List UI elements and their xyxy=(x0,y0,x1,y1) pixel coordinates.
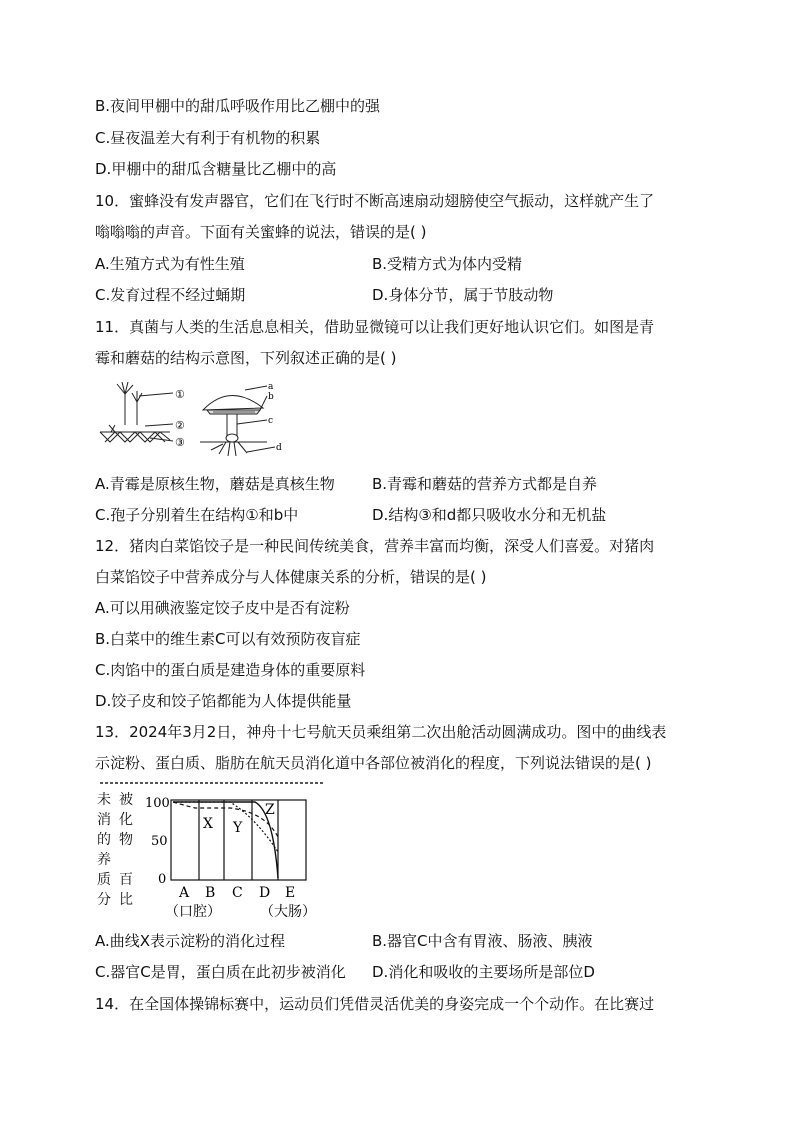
q12-option-d: D.饺子皮和饺子馅都能为人体提供能量 xyxy=(95,692,352,710)
q12-stem-line1: 12．猪肉白菜馅饺子是一种民间传统美食，营养丰富而均衡，深受人们喜爱。对猪肉 xyxy=(95,537,655,555)
series-label-x: X xyxy=(203,816,213,832)
fungi-structure-figure xyxy=(95,380,305,460)
ylabel-char: 的 xyxy=(97,832,111,848)
q11-stem-line2: 霉和蘑菇的结构示意图，下列叙述正确的是( ) xyxy=(95,349,397,367)
ylabel-char: 养 xyxy=(97,852,111,868)
q11-option-b: B.青霉和蘑菇的营养方式都是自养 xyxy=(372,475,598,493)
x-cat-c: C xyxy=(232,885,243,901)
y-tick-50: 50 xyxy=(151,834,168,849)
ylabel-char: 分 xyxy=(97,892,111,908)
q11-option-d: D.结构③和d都只吸收水分和无机盐 xyxy=(372,506,607,524)
figure-label-3: ③ xyxy=(175,436,185,449)
figure-label-1: ① xyxy=(175,388,185,401)
ylabel-char: 化 xyxy=(119,812,133,828)
x-cat-e: E xyxy=(285,885,296,901)
q14-stem-line1: 14．在全国体操锦标赛中，运动员们凭借灵活优美的身姿完成一个个动作。在比赛过 xyxy=(95,995,655,1013)
ylabel-char: 物 xyxy=(119,832,133,848)
q10-option-d: D.身体分节，属于节肢动物 xyxy=(372,286,554,304)
x-note-large-intestine: （大肠） xyxy=(260,904,316,920)
q9-option-b: B.夜间甲棚中的甜瓜呼吸作用比乙棚中的强 xyxy=(95,97,381,115)
ylabel-char: 质 xyxy=(97,872,111,888)
q9-option-c: C.昼夜温差大有利于有机物的积累 xyxy=(95,129,321,147)
ylabel-char: 消 xyxy=(97,812,111,828)
q10-option-a: A.生殖方式为有性生殖 xyxy=(95,255,245,273)
x-note-mouth: （口腔） xyxy=(165,904,221,920)
x-cat-b: B xyxy=(205,885,216,901)
ylabel-char: 未 xyxy=(97,792,111,808)
q13-stem-line1: 13．2024年3月2日，神舟十七号航天员乘组第二次出舱活动圆满成功。图中的曲线表 xyxy=(95,723,667,741)
mushroom-drawing xyxy=(200,386,275,456)
q11-option-c: C.孢子分别着生在结构①和b中 xyxy=(95,506,299,524)
figure-label-d: d xyxy=(276,443,282,453)
y-tick-0: 0 xyxy=(158,872,167,887)
curve-x xyxy=(173,802,278,837)
ylabel-char: 百 xyxy=(119,872,133,888)
q10-option-c: C.发育过程不经过蛹期 xyxy=(95,286,246,304)
q13-option-c: C.器官C是胃，蛋白质在此初步被消化 xyxy=(95,963,346,981)
q9-option-d: D.甲棚中的甜瓜含糖量比乙棚中的高 xyxy=(95,160,337,178)
figure-label-2: ② xyxy=(175,419,185,432)
q12-stem-line2: 白菜馅饺子中营养成分与人体健康关系的分析，错误的是( ) xyxy=(95,568,487,586)
q11-stem-line1: 11．真菌与人类的生活息息相关，借助显微镜可以让我们更好地认识它们。如图是青 xyxy=(95,318,655,336)
series-label-z: Z xyxy=(265,802,275,818)
ylabel-char: 比 xyxy=(119,892,133,908)
curve-z xyxy=(173,802,278,878)
x-cat-d: D xyxy=(259,885,271,901)
q10-option-b: B.受精方式为体内受精 xyxy=(372,255,523,273)
q11-option-a: A.青霉是原核生物，蘑菇是真核生物 xyxy=(95,475,335,493)
q13-option-d: D.消化和吸收的主要场所是部位D xyxy=(372,963,595,981)
x-cat-a: A xyxy=(179,885,190,901)
q12-option-b: B.白菜中的维生素C可以有效预防夜盲症 xyxy=(95,630,361,648)
q13-option-b: B.器官C中含有胃液、肠液、胰液 xyxy=(372,932,593,950)
figure-label-c: c xyxy=(268,416,274,426)
q12-option-c: C.肉馅中的蛋白质是建造身体的重要原料 xyxy=(95,661,366,679)
digestion-chart xyxy=(95,782,335,922)
series-label-y: Y xyxy=(233,820,243,836)
figure-label-b: b xyxy=(268,392,274,402)
q12-option-a: A.可以用碘液鉴定饺子皮中是否有淀粉 xyxy=(95,599,350,617)
y-axis-label xyxy=(97,791,133,908)
q10-stem-line2: 嗡嗡嗡的声音。下面有关蜜蜂的说法，错误的是( ) xyxy=(95,223,427,241)
figure-label-a: a xyxy=(268,382,274,392)
y-tick-100: 100 xyxy=(145,796,170,811)
q13-stem-line2: 示淀粉、蛋白质、脂肪在航天员消化道中各部位被消化的程度，下列说法错误的是( ) xyxy=(95,754,652,772)
ylabel-char: 被 xyxy=(119,792,133,808)
q10-stem-line1: 10．蜜蜂没有发声器官，它们在飞行时不断高速扇动翅膀使空气振动，这样就产生了 xyxy=(95,192,655,210)
plot-frame xyxy=(171,800,306,880)
q13-option-a: A.曲线X表示淀粉的消化过程 xyxy=(95,932,286,950)
penicillium-drawing xyxy=(100,382,173,442)
